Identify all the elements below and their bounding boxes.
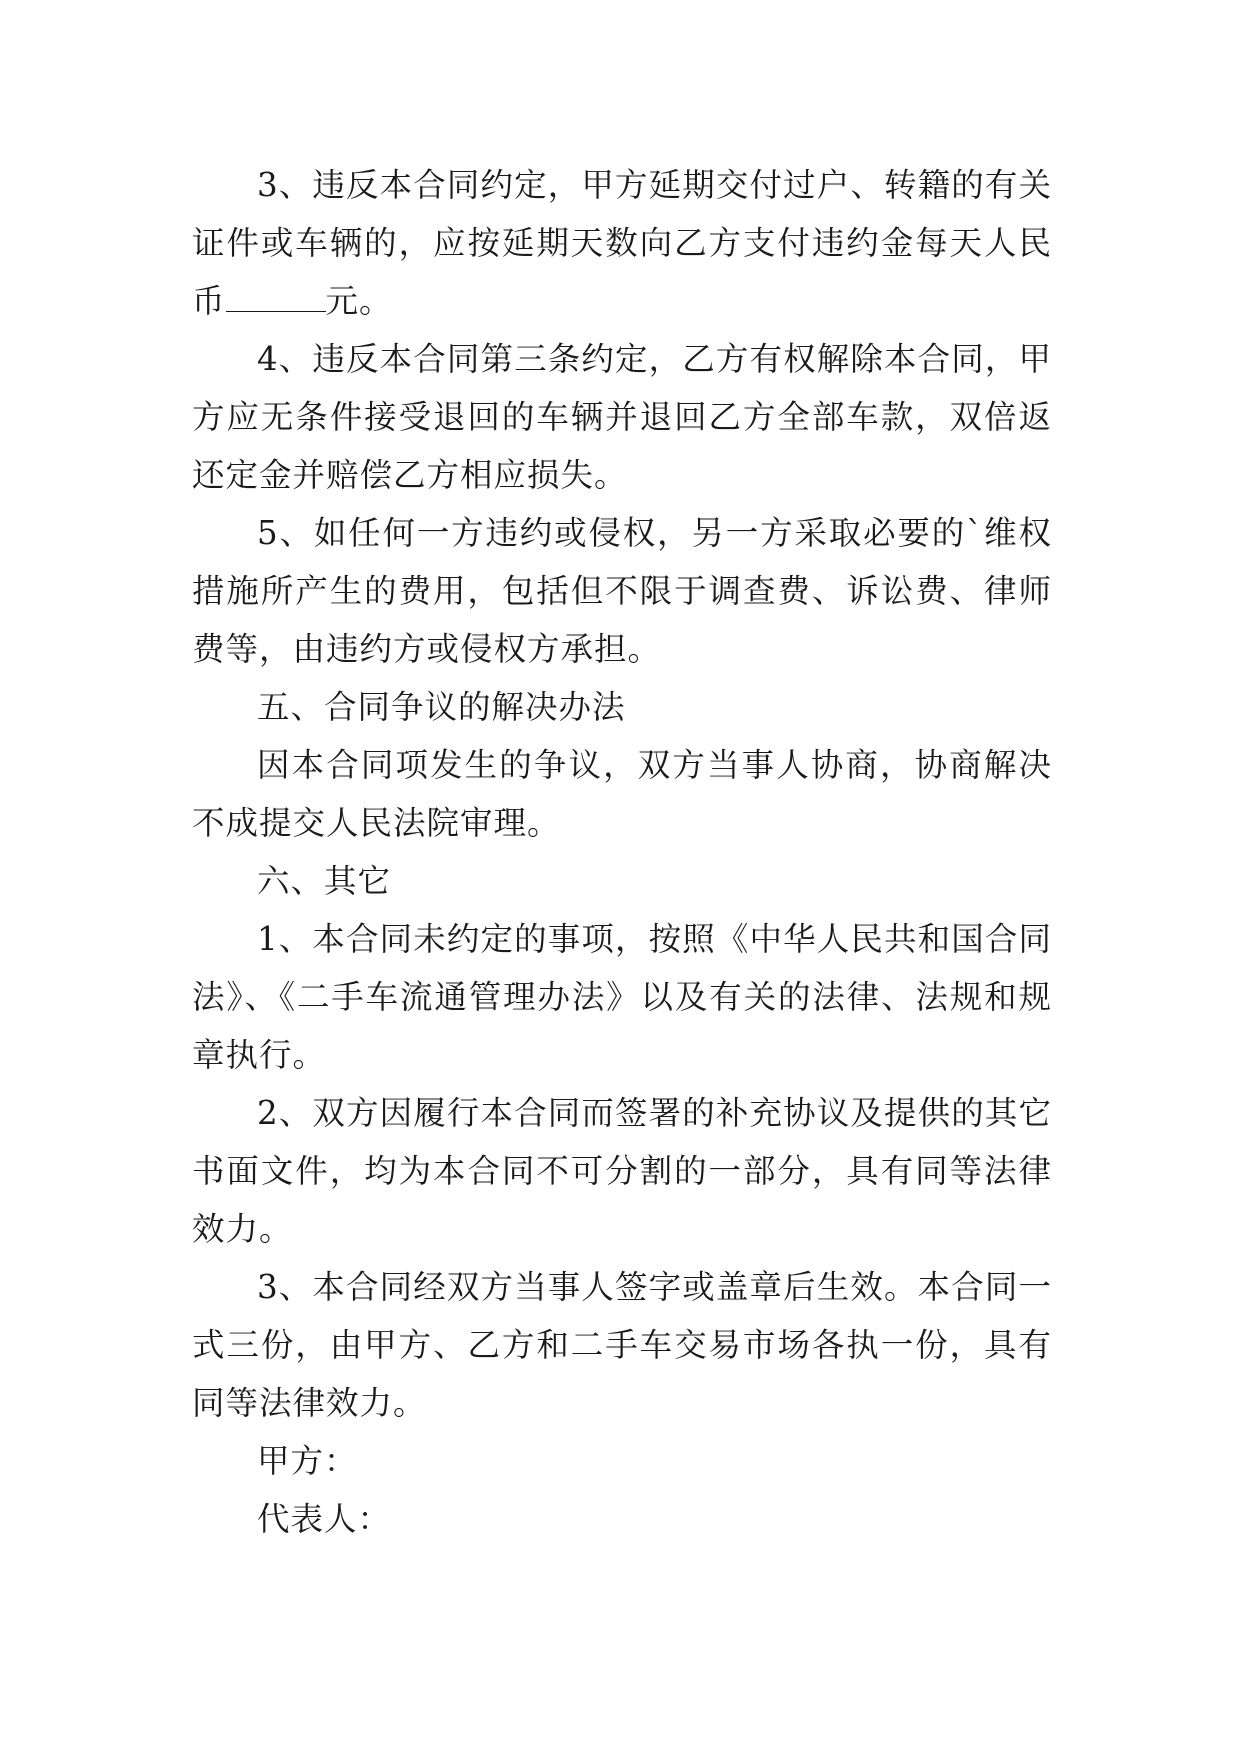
contract-body (192, 156, 1052, 1548)
clause-3-delay-paragraph (192, 156, 1052, 330)
section-5-heading: 五、合同争议的解决办法 (257, 688, 626, 726)
representative-label: 代表人： (257, 1500, 392, 1538)
clause-3-text: 3、违反本合同约定，甲方延期交付过户、转籍的有关证件或车辆的，应按延期天数向乙方支付违约金每天人民币 (192, 166, 1052, 320)
section-6-heading: 六、其它 (257, 862, 392, 900)
other-clause-3-paragraph: 3、本合同经双方当事人签字或盖章后生效。本合同一式三份，由甲方、乙方和二手车交易市场各执一份，具有同等法律效力。 (192, 1268, 1052, 1422)
clause-5-paragraph: 5、如任何一方违约或侵权，另一方采取必要的`维权措施所产生的费用，包括但不限于调查费、诉讼费、律师费等，由违约方或侵权方承担。 (192, 514, 1052, 668)
other-clause-1-paragraph: 1、本合同未约定的事项，按照《中华人民共和国合同法》、《二手车流通管理办法》以及有关的法律、法规和规章执行。 (192, 920, 1052, 1074)
clause-3-unit: 元。 (325, 282, 393, 320)
amount-blank-line (226, 281, 326, 312)
clause-4-paragraph: 4、违反本合同第三条约定，乙方有权解除本合同，甲方应无条件接受退回的车辆并退回乙方全部车款，双倍返还定金并赔偿乙方相应损失。 (192, 340, 1052, 494)
dispute-resolution-paragraph: 因本合同项发生的争议，双方当事人协商，协商解决不成提交人民法院审理。 (192, 746, 1052, 842)
other-clause-2-paragraph: 2、双方因履行本合同而签署的补充协议及提供的其它书面文件，均为本合同不可分割的一部分，具有同等法律效力。 (192, 1094, 1052, 1248)
party-a-label: 甲方： (257, 1442, 358, 1480)
